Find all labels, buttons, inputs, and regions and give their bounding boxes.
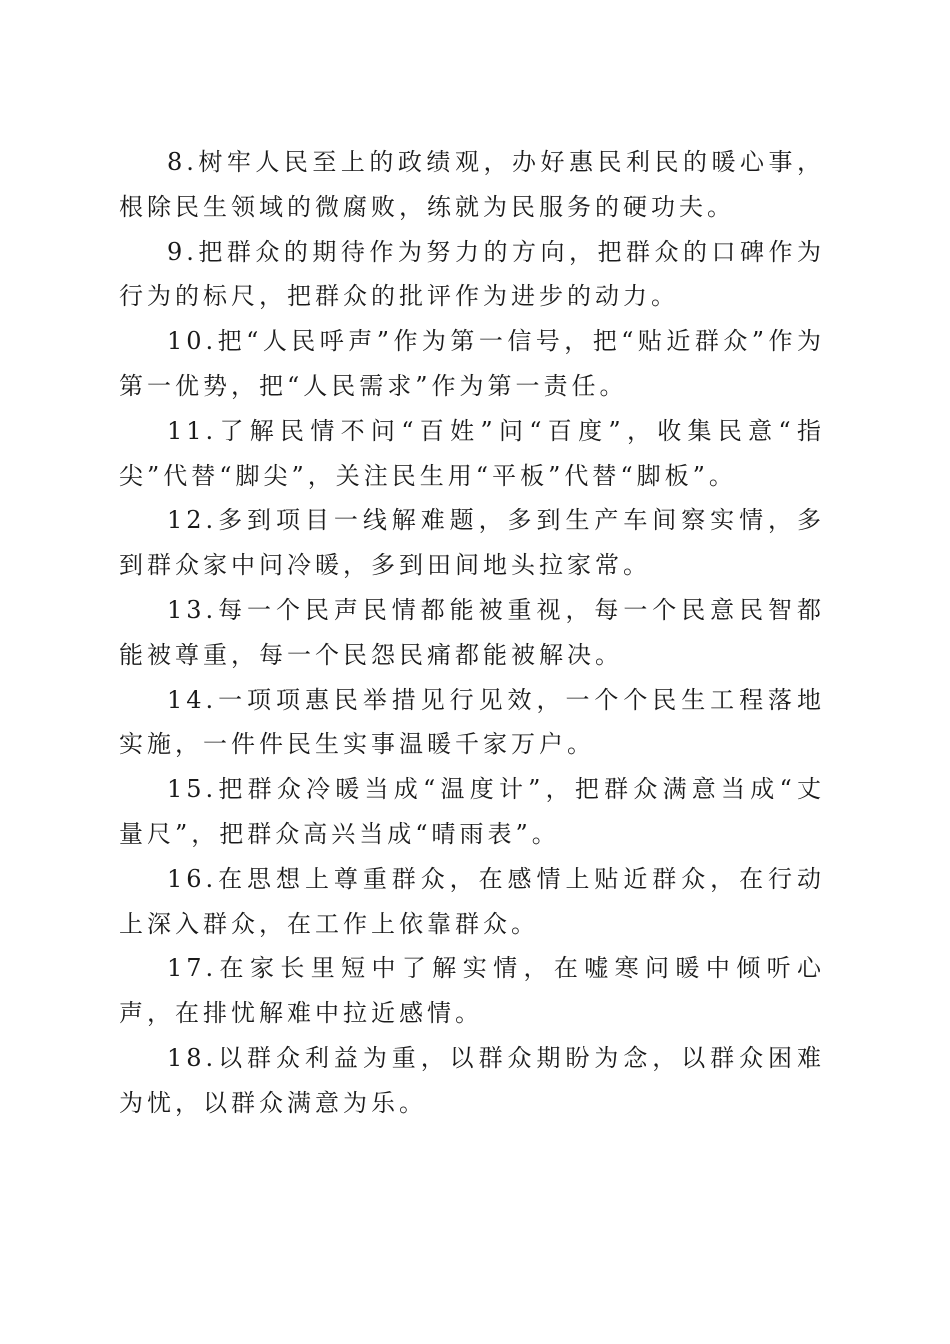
paragraph-14: 14.一项项惠民举措见行见效，一个个民生工程落地实施，一件件民生实事温暖千家万户。 bbox=[119, 685, 825, 759]
paragraph-9: 9.把群众的期待作为努力的方向，把群众的口碑作为行为的标尺，把群众的批评作为进步的动力。 bbox=[119, 237, 825, 311]
paragraph-11: 11.了解民情不问“百姓”问“百度”，收集民意“指尖”代替“脚尖”，关注民生用“平板”代替“脚板”。 bbox=[119, 416, 825, 490]
paragraph-15: 15.把群众冷暖当成“温度计”，把群众满意当成“丈量尺”，把群众高兴当成“晴雨表”。 bbox=[119, 775, 825, 848]
paragraph-17: 17.在家长里短中了解实情，在嘘寒问暖中倾听心声，在排忧解难中拉近感情。 bbox=[119, 954, 825, 1028]
paragraph-18: 18.以群众利益为重，以群众期盼为念，以群众困难为忧，以群众满意为乐。 bbox=[119, 1043, 825, 1117]
paragraph-13: 13.每一个民声民情都能被重视，每一个民意民智都能被尊重，每一个民怨民痛都能被解决。 bbox=[119, 595, 825, 669]
paragraph-12: 12.多到项目一线解难题，多到生产车间察实情，多到群众家中问冷暖，多到田间地头拉家常。 bbox=[119, 506, 825, 580]
paragraph-16: 16.在思想上尊重群众，在感情上贴近群众，在行动上深入群众，在工作上依靠群众。 bbox=[119, 864, 825, 938]
paragraph-8: 8.树牢人民至上的政绩观，办好惠民利民的暖心事，根除民生领域的微腐败，练就为民服务的硬功夫。 bbox=[119, 148, 825, 221]
paragraph-10: 10.把“人民呼声”作为第一信号，把“贴近群众”作为第一优势，把“人民需求”作为第一责任。 bbox=[119, 327, 825, 400]
document-body bbox=[119, 140, 825, 1126]
